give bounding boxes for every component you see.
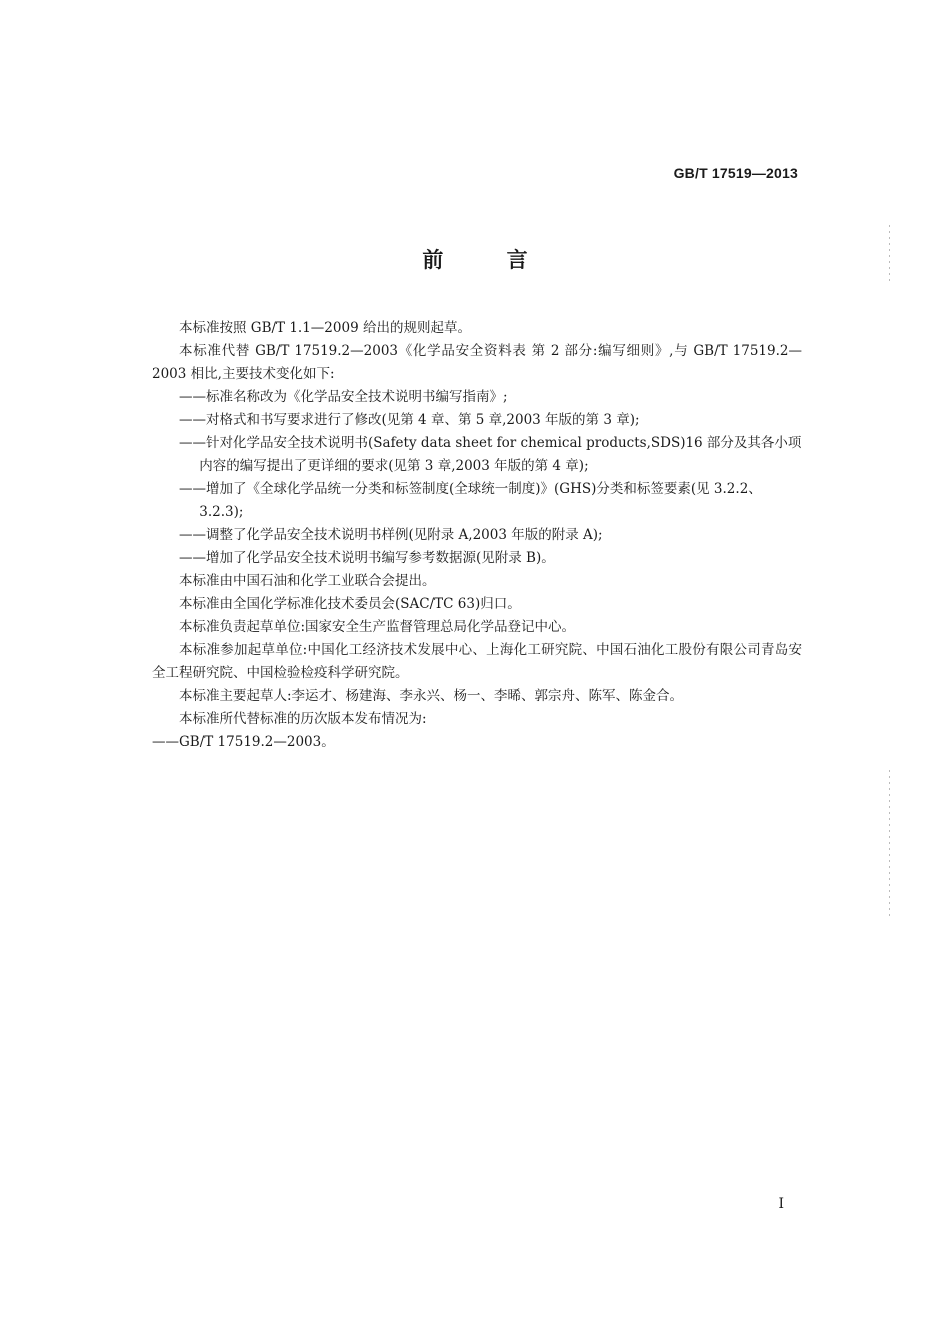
list-item-change: ——增加了化学品安全技术说明书编写参考数据源(见附录 B)。 [179,550,555,566]
paragraph-participating-drafters: 本标准参加起草单位:中国化工经济技术发展中心、上海化工研究院、中国石油化工股份有限公司青岛安全工程研究院、中国检验检疫科学研究院。 [152,642,802,681]
page-number: I [778,1196,784,1212]
list-item-change: ——调整了化学品安全技术说明书样例(见附录 A,2003 年版的附录 A); [179,527,603,543]
foreword-body [152,317,802,754]
list-item-change: ——对格式和书写要求进行了修改(见第 4 章、第 5 章,2003 年版的第 3 章); [179,412,640,428]
scan-edge-mark [889,770,890,920]
list-item-change: ——针对化学品安全技术说明书(Safety data sheet for chemical products,SDS)16 部分及其各小项内容的编写提出了更详细的要求(见第 3 章,2003 年版的第 4 章); [179,435,802,474]
paragraph-replaces: 本标准代替 GB/T 17519.2—2003《化学品安全资料表 第 2 部分:编写细则》,与 GB/T 17519.2—2003 相比,主要技术变化如下: [152,343,802,382]
paragraph-history-intro: 本标准所代替标准的历次版本发布情况为: [179,711,427,727]
list-item-history: ——GB/T 17519.2—2003。 [152,734,335,750]
standard-code: GB/T 17519—2013 [673,165,798,181]
page-title: 前 言 [422,248,556,272]
paragraph-committee: 本标准由全国化学标准化技术委员会(SAC/TC 63)归口。 [179,596,521,612]
paragraph-drafting-rules: 本标准按照 GB/T 1.1—2009 给出的规则起草。 [179,320,471,336]
paragraph-responsible-drafter: 本标准负责起草单位:国家安全生产监督管理总局化学品登记中心。 [179,619,576,635]
paragraph-proposer: 本标准由中国石油和化学工业联合会提出。 [179,573,436,589]
scan-edge-mark [889,225,890,285]
list-item-change: ——增加了《全球化学品统一分类和标签制度(全球统一制度)》(GHS)分类和标签要素(见 3.2.2、3.2.3); [179,481,762,520]
paragraph-main-drafters: 本标准主要起草人:李运才、杨建海、李永兴、杨一、李晞、郭宗舟、陈军、陈金合。 [179,688,684,704]
list-item-change: ——标准名称改为《化学品安全技术说明书编写指南》; [179,389,508,405]
